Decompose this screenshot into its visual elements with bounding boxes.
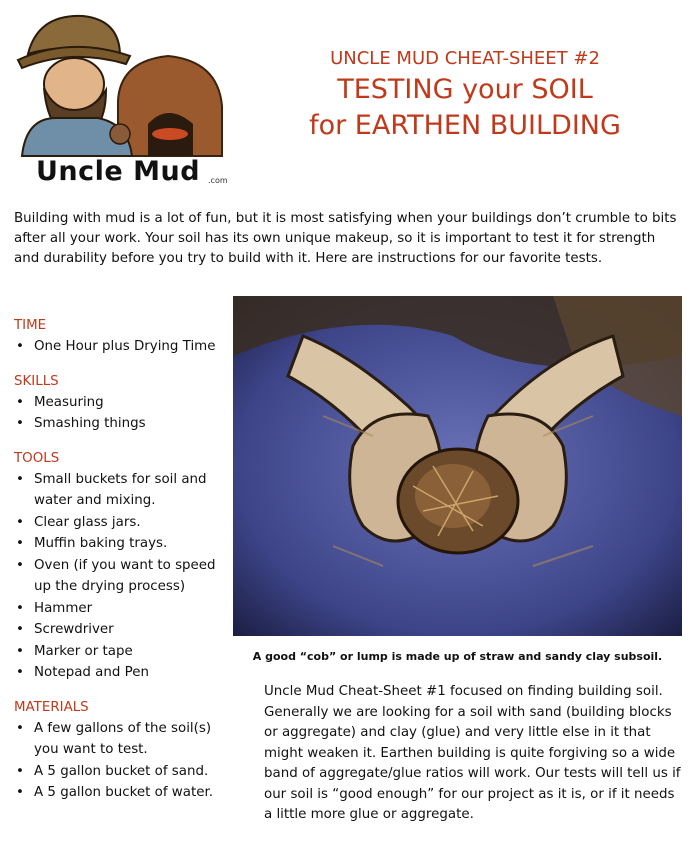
list-item: • Muffin baking trays. [14,533,230,555]
logo-domain: .com [208,176,228,185]
section-heading: SKILLS [14,373,59,389]
cheat-sheet-subtitle: UNCLE MUD CHEAT-SHEET #2 [330,48,600,69]
list-item: • Oven (if you want to speed up the drying process) [14,555,230,598]
page-header [250,46,680,144]
list-item: • A few gallons of the soil(s) you want to test. [14,718,230,761]
body-paragraph: Uncle Mud Cheat-Sheet #1 focused on finding building soil. Generally we are looking for a soil with sand (building blocks or aggregate) and clay (glue) and very little else in it that might weaken it. Earthen building is quite forgiving so a wide band of aggregate/glue ratios will work. Our tests will tell us if our soil is “good enough” for our project as it is, or if it needs a little more glue or aggregate. [264,684,681,822]
uncle-mud-logo [8,6,232,192]
list-item: • Small buckets for soil and water and mixing. [14,469,230,512]
photo-caption: A good “cob” or lump is made up of straw and sandy clay subsoil. [252,650,663,663]
list-item: • A 5 gallon bucket of water. [14,782,230,804]
list-item: • Marker or tape [14,641,230,663]
section-time [14,316,230,358]
list-item: • A 5 gallon bucket of sand. [14,761,230,783]
requirements-column [14,316,230,818]
soil-lump-photo [233,296,682,636]
section-heading: TOOLS [14,450,60,466]
intro-paragraph: Building with mud is a lot of fun, but it is most satisfying when your buildings don’t crumble to bits after all your work. Your soil has its own unique makeup, so it is important to test it for strength and durability before you try to build with it. Here are instructions for our favorite tests. [14,211,677,266]
section-heading: MATERIALS [14,699,89,715]
list-item: • Clear glass jars. [14,512,230,534]
list-item: • Hammer [14,598,230,620]
hands-holding-soil-image [233,296,682,636]
section-materials [14,698,230,804]
section-tools [14,449,230,684]
list-item: • Smashing things [14,413,230,435]
logo-wordmark: Uncle Mud [36,156,201,187]
list-item: • Measuring [14,392,230,414]
title-line-2: for EARTHEN BUILDING [309,110,621,141]
title-line-1: TESTING your SOIL [337,74,593,105]
list-item: • One Hour plus Drying Time [14,336,230,358]
list-item: • Screwdriver [14,619,230,641]
list-item: • Notepad and Pen [14,662,230,684]
section-skills [14,372,230,435]
section-heading: TIME [14,318,47,333]
